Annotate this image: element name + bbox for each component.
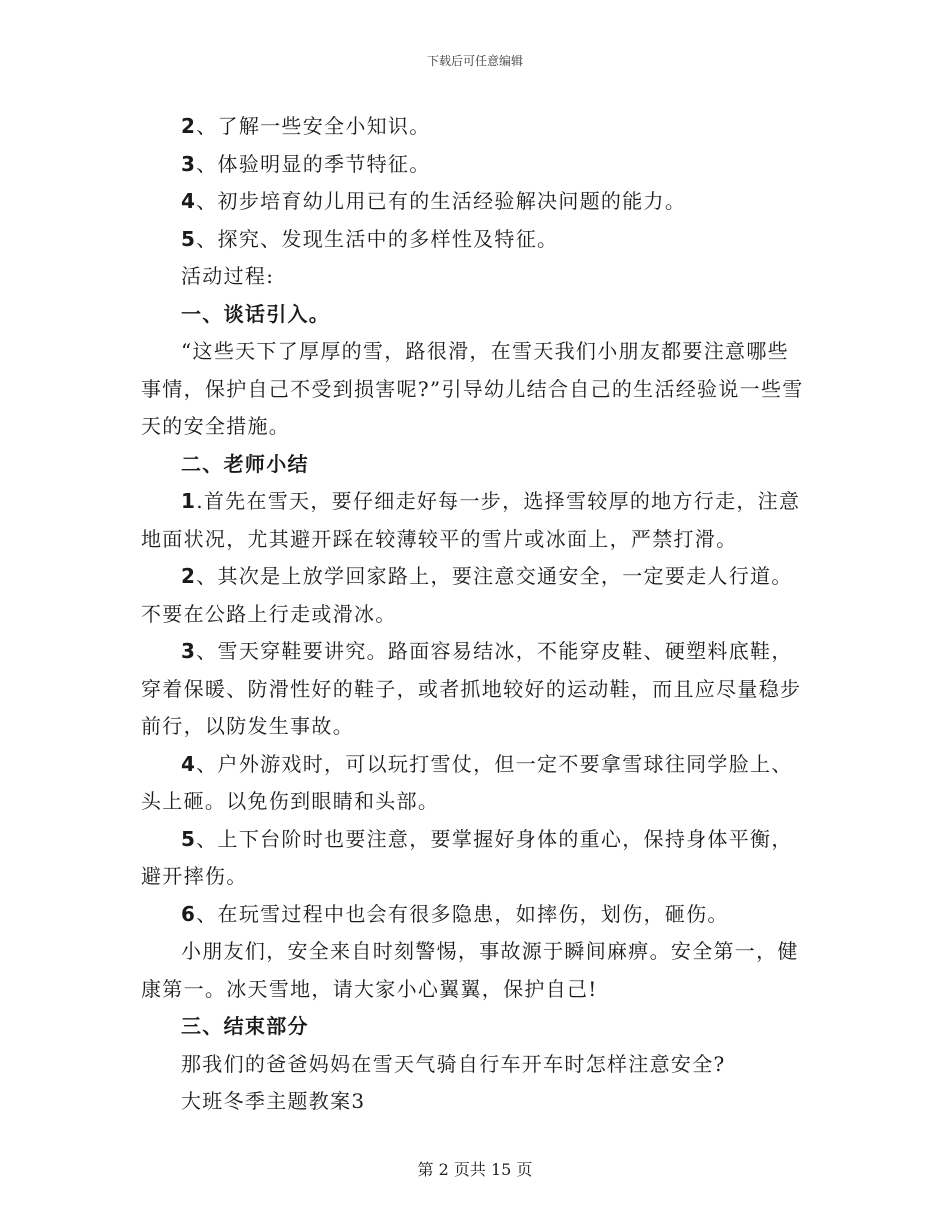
- item-number: 4: [181, 189, 197, 213]
- paragraph-text: .首先在雪天，要仔细走好每一步，选择雪较厚的地方行走，注意地面状况，尤其避开踩在较薄较平的雪片或冰面上，严禁打滑。: [141, 489, 801, 551]
- page-footer: 第 2 页共 15 页: [417, 1160, 533, 1179]
- paragraph: “这些天下了厚厚的雪，路很滑，在雪天我们小朋友都要注意哪些事情，保护自己不受到损害呢?”引导幼儿结合自己的生活经验说一些雪天的安全措施。: [141, 339, 804, 438]
- item-number: 5: [181, 226, 197, 251]
- paragraph-text: 、了解一些安全小知识。: [196, 114, 431, 138]
- paragraph-text: 、在玩雪过程中也会有很多隐患，如摔伤，划伤，砸伤。: [196, 901, 729, 926]
- item-number: 6: [181, 901, 197, 926]
- section-heading: 一、谈话引入。: [181, 301, 331, 326]
- page-header: 下载后可任意编辑: [426, 54, 523, 68]
- paragraph-text: 、雪天穿鞋要讲究。路面容易结冰，不能穿皮鞋、硬塑料底鞋，穿着保暖、防滑性好的鞋子，或者抓地较好的运动鞋，而且应尽量稳步前行，以防发生事故。: [141, 639, 802, 738]
- section-heading: 二、老师小结: [181, 451, 309, 476]
- paragraph-text: 、上下台阶时也要注意，要掌握好身体的重心，保持身体平衡，避开摔伤。: [141, 826, 793, 888]
- paragraph: [141, 633, 806, 746]
- paragraph-text: 、探究、发现生活中的多样性及特征。: [196, 226, 559, 251]
- item-number: 2: [181, 564, 197, 588]
- item-number: 3: [181, 151, 197, 176]
- paragraph: [141, 896, 806, 934]
- paragraph-text: 、初步培育幼儿用已有的生活经验解决问题的能力。: [196, 189, 687, 213]
- item-number: 2: [181, 114, 197, 138]
- paragraph: 小朋友们，安全来自时刻警惕，事故源于瞬间麻痹。安全第一，健康第一。冰天雪地，请大家小心翼翼，保护自己!: [141, 939, 799, 1001]
- item-number: 4: [181, 751, 197, 776]
- item-number: 5: [181, 826, 197, 851]
- paragraph-text: 、其次是上放学回家路上，要注意交通安全，一定要走人行道。不要在公路上行走或滑冰。: [141, 564, 793, 626]
- paragraph: [141, 558, 806, 633]
- paragraph: [141, 746, 806, 821]
- item-number: 3: [181, 639, 197, 663]
- item-number: 1: [181, 489, 197, 513]
- paragraph: [141, 483, 806, 558]
- section-label: 活动过程:: [181, 264, 275, 288]
- paragraph: [141, 221, 806, 259]
- paragraph: [141, 108, 806, 146]
- paragraph: [141, 146, 806, 184]
- document-body: [141, 108, 806, 1121]
- paragraph-text: 、体验明显的季节特征。: [196, 151, 431, 176]
- paragraph: 那我们的爸爸妈妈在雪天气骑自行车开车时怎样注意安全?: [181, 1051, 726, 1076]
- section-heading: 三、结束部分: [181, 1014, 309, 1038]
- paragraph: [141, 821, 806, 896]
- paragraph: [141, 183, 806, 221]
- paragraph-text: 、户外游戏时，可以玩打雪仗，但一定不要拿雪球往同学脸上、头上砸。以免伤到眼睛和头部。: [141, 751, 793, 813]
- paragraph: 大班冬季主题教案3: [181, 1089, 366, 1113]
